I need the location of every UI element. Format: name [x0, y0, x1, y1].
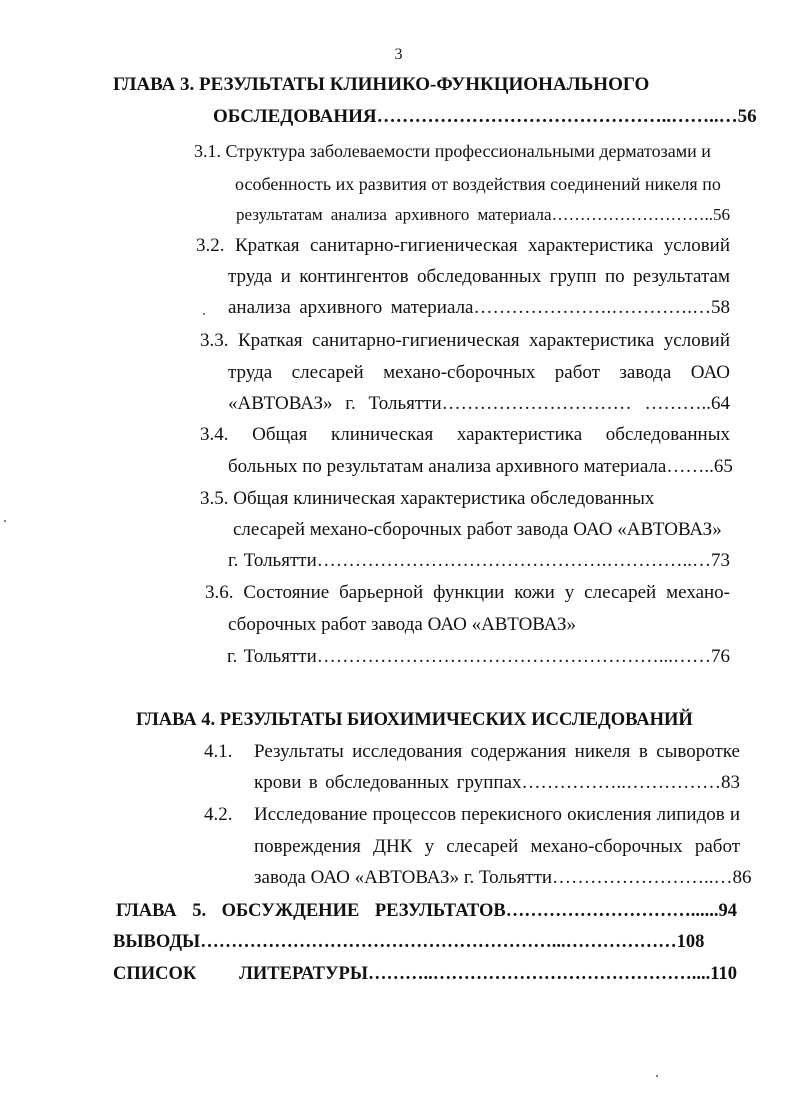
- toc-chapter-3-title: ГЛАВА 3. РЕЗУЛЬТАТЫ КЛИНИКО-ФУНКЦИОНАЛЬНОГО: [113, 74, 650, 95]
- toc-entry-3-3-line2: труда слесарей механо-сборочных работ завода ОАО: [228, 362, 730, 383]
- toc-entry-3-5-line3: г. Тольятти……………………………………….…………..…73: [228, 550, 730, 571]
- toc-entry-3-2-line1: 3.2. Краткая санитарно-гигиеническая характеристика условий: [196, 235, 730, 256]
- toc-entry-4-2-line3: завода ОАО «АВТОВАЗ» г. Тольятти……………………..…86: [254, 867, 752, 888]
- toc-entry-3-1-line1: 3.1. Структура заболеваемости профессиональными дерматозами и: [194, 141, 711, 161]
- toc-chapter-3-title-cont: ОБСЛЕДОВАНИЯ………………………………………..……..…56: [213, 106, 757, 127]
- toc-entry-3-4-line2: больных по результатам анализа архивного материала……..65: [228, 456, 733, 477]
- toc-entry-3-2-line3: анализа архивного материала………………….………….…58: [228, 297, 730, 318]
- toc-entry-3-3-line3: «АВТОВАЗ» г. Тольятти………………………… ………..64: [228, 393, 730, 414]
- toc-entry-4-1-line1: Результаты исследования содержания никеля в сыворотке: [254, 741, 740, 762]
- toc-entry-3-1-line2: особенность их развития от воздействия соединений никеля по: [235, 174, 721, 194]
- toc-entry-4-2-line2: повреждения ДНК у слесарей механо-сборочных работ: [254, 836, 740, 857]
- scan-speck: [203, 313, 205, 315]
- toc-chapter-5-title: ГЛАВА 5. ОБСУЖДЕНИЕ РЕЗУЛЬТАТОВ…………………………......94: [116, 901, 737, 921]
- page-number: 3: [394, 46, 403, 63]
- toc-references: СПИСОК ЛИТЕРАТУРЫ………..……………………………………....110: [113, 964, 737, 984]
- scan-speck: [656, 1075, 658, 1077]
- toc-entry-4-1-num: 4.1.: [204, 741, 233, 762]
- toc-entry-3-5-line2: слесарей механо-сборочных работ завода ОАО «АВТОВАЗ»: [233, 519, 722, 540]
- toc-entry-3-6-line1: 3.6. Состояние барьерной функции кожи у слесарей механо-: [205, 582, 730, 603]
- toc-conclusions: ВЫВОДЫ…………………………………………………...………………108: [113, 932, 705, 952]
- toc-entry-4-2-line1: Исследование процессов перекисного окисления липидов и: [254, 804, 740, 825]
- toc-entry-3-4-line1: 3.4. Общая клиническая характеристика обследованных: [200, 424, 730, 445]
- toc-entry-3-2-line2: труда и контингентов обследованных групп по результатам: [228, 266, 730, 287]
- toc-entry-3-6-line3: г. Тольятти………………………………………………...……76: [227, 646, 730, 667]
- toc-chapter-4-title: ГЛАВА 4. РЕЗУЛЬТАТЫ БИОХИМИЧЕСКИХ ИССЛЕДОВАНИЙ: [136, 710, 693, 730]
- toc-entry-3-3-line1: 3.3. Краткая санитарно-гигиеническая характеристика условий: [200, 330, 730, 351]
- toc-entry-3-6-line2: сборочных работ завода ОАО «АВТОВАЗ»: [228, 614, 577, 635]
- toc-entry-3-5-line1: 3.5. Общая клиническая характеристика обследованных: [200, 488, 655, 509]
- scan-speck: [4, 520, 6, 522]
- toc-entry-4-1-line2: крови в обследованных группах……………..……………83: [254, 772, 740, 793]
- toc-entry-4-2-num: 4.2.: [204, 804, 233, 825]
- toc-entry-3-1-line3: результатам анализа архивного материала………………………..56: [236, 205, 730, 224]
